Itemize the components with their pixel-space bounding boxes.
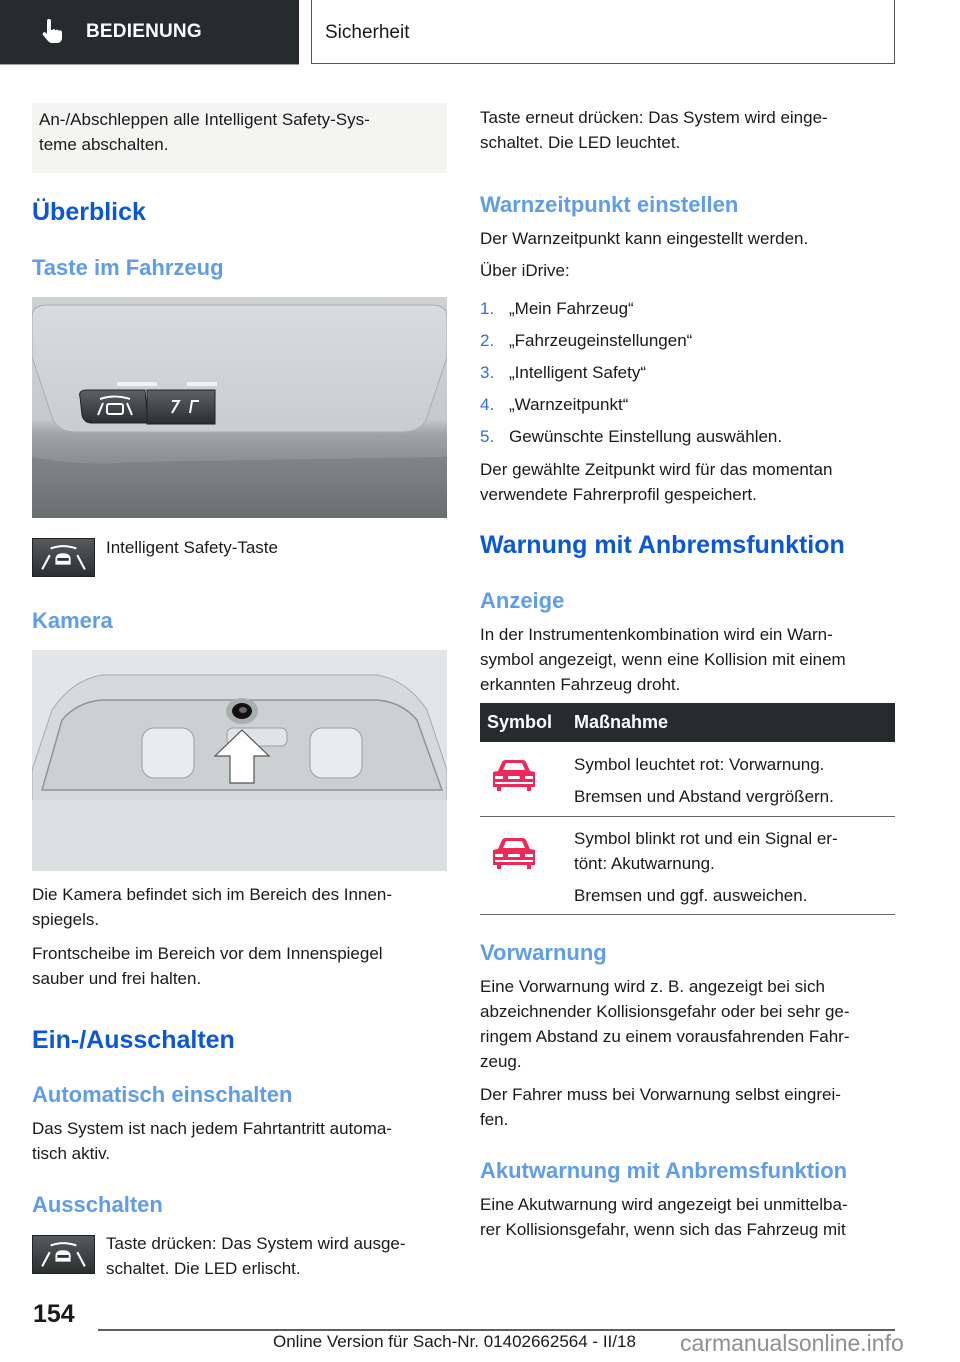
text-line: Taste drücken: Das System wird ausge- — [106, 1234, 406, 1253]
red-car-warning-icon — [489, 757, 539, 795]
note-box — [32, 103, 447, 173]
list-text: Gewünschte Einstellung auswählen. — [509, 427, 783, 446]
list-item — [480, 424, 782, 449]
text-line: verwendete Fahrerprofil gespeichert. — [480, 485, 757, 504]
heading-vorwarnung: Vorwarnung — [480, 940, 607, 965]
heading-ein-ausschalten: Ein-/Ausschalten — [32, 1026, 235, 1054]
text-line: zeug. — [480, 1052, 522, 1071]
ausschalten-text — [106, 1231, 451, 1281]
cell-text: Symbol leuchtet rot: Vorwarnung. — [574, 755, 825, 774]
kamera-text-1 — [32, 882, 447, 932]
text-line: Der gewählte Zeitpunkt wird für das momentan — [480, 460, 833, 479]
list-text: „Warnzeitpunkt“ — [509, 395, 629, 414]
text-line: rer Kollisionsgefahr, wenn sich das Fahrzeug mit — [480, 1220, 846, 1239]
kamera-text-2 — [32, 941, 447, 991]
heading-automatisch-einschalten: Automatisch einschalten — [32, 1082, 293, 1107]
text-line: symbol angezeigt, wenn eine Kollision mit einem — [480, 650, 846, 669]
table-row — [480, 817, 895, 915]
vorwarnung-text-2 — [480, 1082, 895, 1132]
anzeige-text — [480, 622, 895, 697]
text-line: abzeichnender Kollisionsgefahr oder bei sehr ge- — [480, 1002, 850, 1021]
list-item — [480, 296, 634, 321]
online-version-text: Online Version für Sach-Nr. 01402662564 - II/18 — [273, 1332, 636, 1351]
table-header — [480, 703, 895, 742]
chapter-title: Sicherheit — [325, 21, 410, 43]
text-line: Frontscheibe im Bereich vor dem Innenspiegel — [32, 944, 383, 963]
red-car-warning-icon — [489, 835, 539, 873]
list-item — [480, 392, 628, 417]
list-item — [480, 328, 692, 353]
text-line: Der Fahrer muss bei Vorwarnung selbst eingrei- — [480, 1085, 841, 1104]
column-header-symbol: Symbol — [487, 712, 553, 732]
list-number: 1. — [480, 299, 495, 318]
text-line: Eine Vorwarnung wird z. B. angezeigt bei sich — [480, 977, 825, 996]
list-text: „Intelligent Safety“ — [509, 363, 647, 382]
cell-text: Symbol blinkt rot und ein Signal er- — [574, 829, 838, 848]
list-text: „Mein Fahrzeug“ — [509, 299, 634, 318]
heading-warnzeitpunkt: Warnzeitpunkt einstellen — [480, 192, 739, 217]
heading-anzeige: Anzeige — [480, 588, 565, 613]
list-number: 4. — [480, 395, 495, 414]
heading-akutwarnung: Akutwarnung mit Anbremsfunktion — [480, 1158, 848, 1183]
cell-text: Bremsen und ggf. ausweichen. — [574, 886, 808, 905]
cell-text: Bremsen und Abstand vergrößern. — [574, 787, 834, 806]
text-line: erkannten Fahrzeug droht. — [480, 675, 681, 694]
warnzeit-intro: Der Warnzeitpunkt kann eingestellt werden. — [480, 229, 809, 248]
camera-photo — [32, 650, 447, 871]
text-line: spiegels. — [32, 910, 100, 929]
text-line: schaltet. Die LED erlischt. — [106, 1259, 301, 1278]
icon-caption: Intelligent Safety-Taste — [106, 538, 278, 557]
text-line: In der Instrumentenkombination wird ein Warn- — [480, 625, 833, 644]
text-line: Das System ist nach jedem Fahrtantritt automa- — [32, 1119, 392, 1138]
text-line: sauber und frei halten. — [32, 969, 202, 988]
heading-warnung-anbremsfunktion: Warnung mit Anbremsfunktion — [480, 531, 845, 559]
einschalten-text — [480, 105, 895, 155]
akutwarnung-text — [480, 1192, 895, 1242]
heading-ausschalten: Ausschalten — [32, 1192, 163, 1217]
text-line: Taste erneut drücken: Das System wird einge- — [480, 108, 828, 127]
list-number: 3. — [480, 363, 495, 382]
text-line: Eine Akutwarnung wird angezeigt bei unmittelba- — [480, 1195, 848, 1214]
warnzeit-via: Über iDrive: — [480, 261, 570, 280]
auto-text — [32, 1116, 447, 1166]
note-line: teme abschalten. — [39, 135, 169, 154]
table-row — [480, 742, 895, 817]
symbol-table — [480, 703, 895, 915]
list-item — [480, 360, 646, 385]
heading-taste-im-fahrzeug: Taste im Fahrzeug — [32, 255, 224, 280]
list-number: 5. — [480, 427, 495, 446]
intelligent-safety-button-icon — [32, 538, 95, 577]
hand-pointer-icon — [40, 19, 64, 45]
page-number: 154 — [33, 1300, 75, 1328]
note-line: An-/Abschleppen alle Intelligent Safety-Sys- — [39, 110, 370, 129]
heading-kamera: Kamera — [32, 608, 113, 633]
warnzeit-outro — [480, 457, 895, 507]
column-header-massnahme: Maßnahme — [574, 712, 669, 732]
cell-text: tönt: Akutwarnung. — [574, 854, 715, 873]
list-text: „Fahrzeugeinstellungen“ — [509, 331, 693, 350]
text-line: schaltet. Die LED leuchtet. — [480, 133, 681, 152]
intelligent-safety-button-icon — [32, 1235, 95, 1274]
text-line: fen. — [480, 1110, 509, 1129]
button-photo — [32, 297, 447, 518]
text-line: Die Kamera befindet sich im Bereich des Innen- — [32, 885, 393, 904]
section-tab-bedienung — [0, 0, 299, 65]
text-line: tisch aktiv. — [32, 1144, 111, 1163]
vorwarnung-text-1 — [480, 974, 895, 1074]
text-line: ringem Abstand zu einem vorausfahrenden Fahr- — [480, 1027, 850, 1046]
list-number: 2. — [480, 331, 495, 350]
watermark[interactable]: carmanualsonline.info — [680, 1330, 904, 1356]
chapter-header — [311, 0, 895, 64]
heading-ueberblick: Überblick — [32, 198, 146, 226]
section-label: BEDIENUNG — [86, 21, 202, 42]
